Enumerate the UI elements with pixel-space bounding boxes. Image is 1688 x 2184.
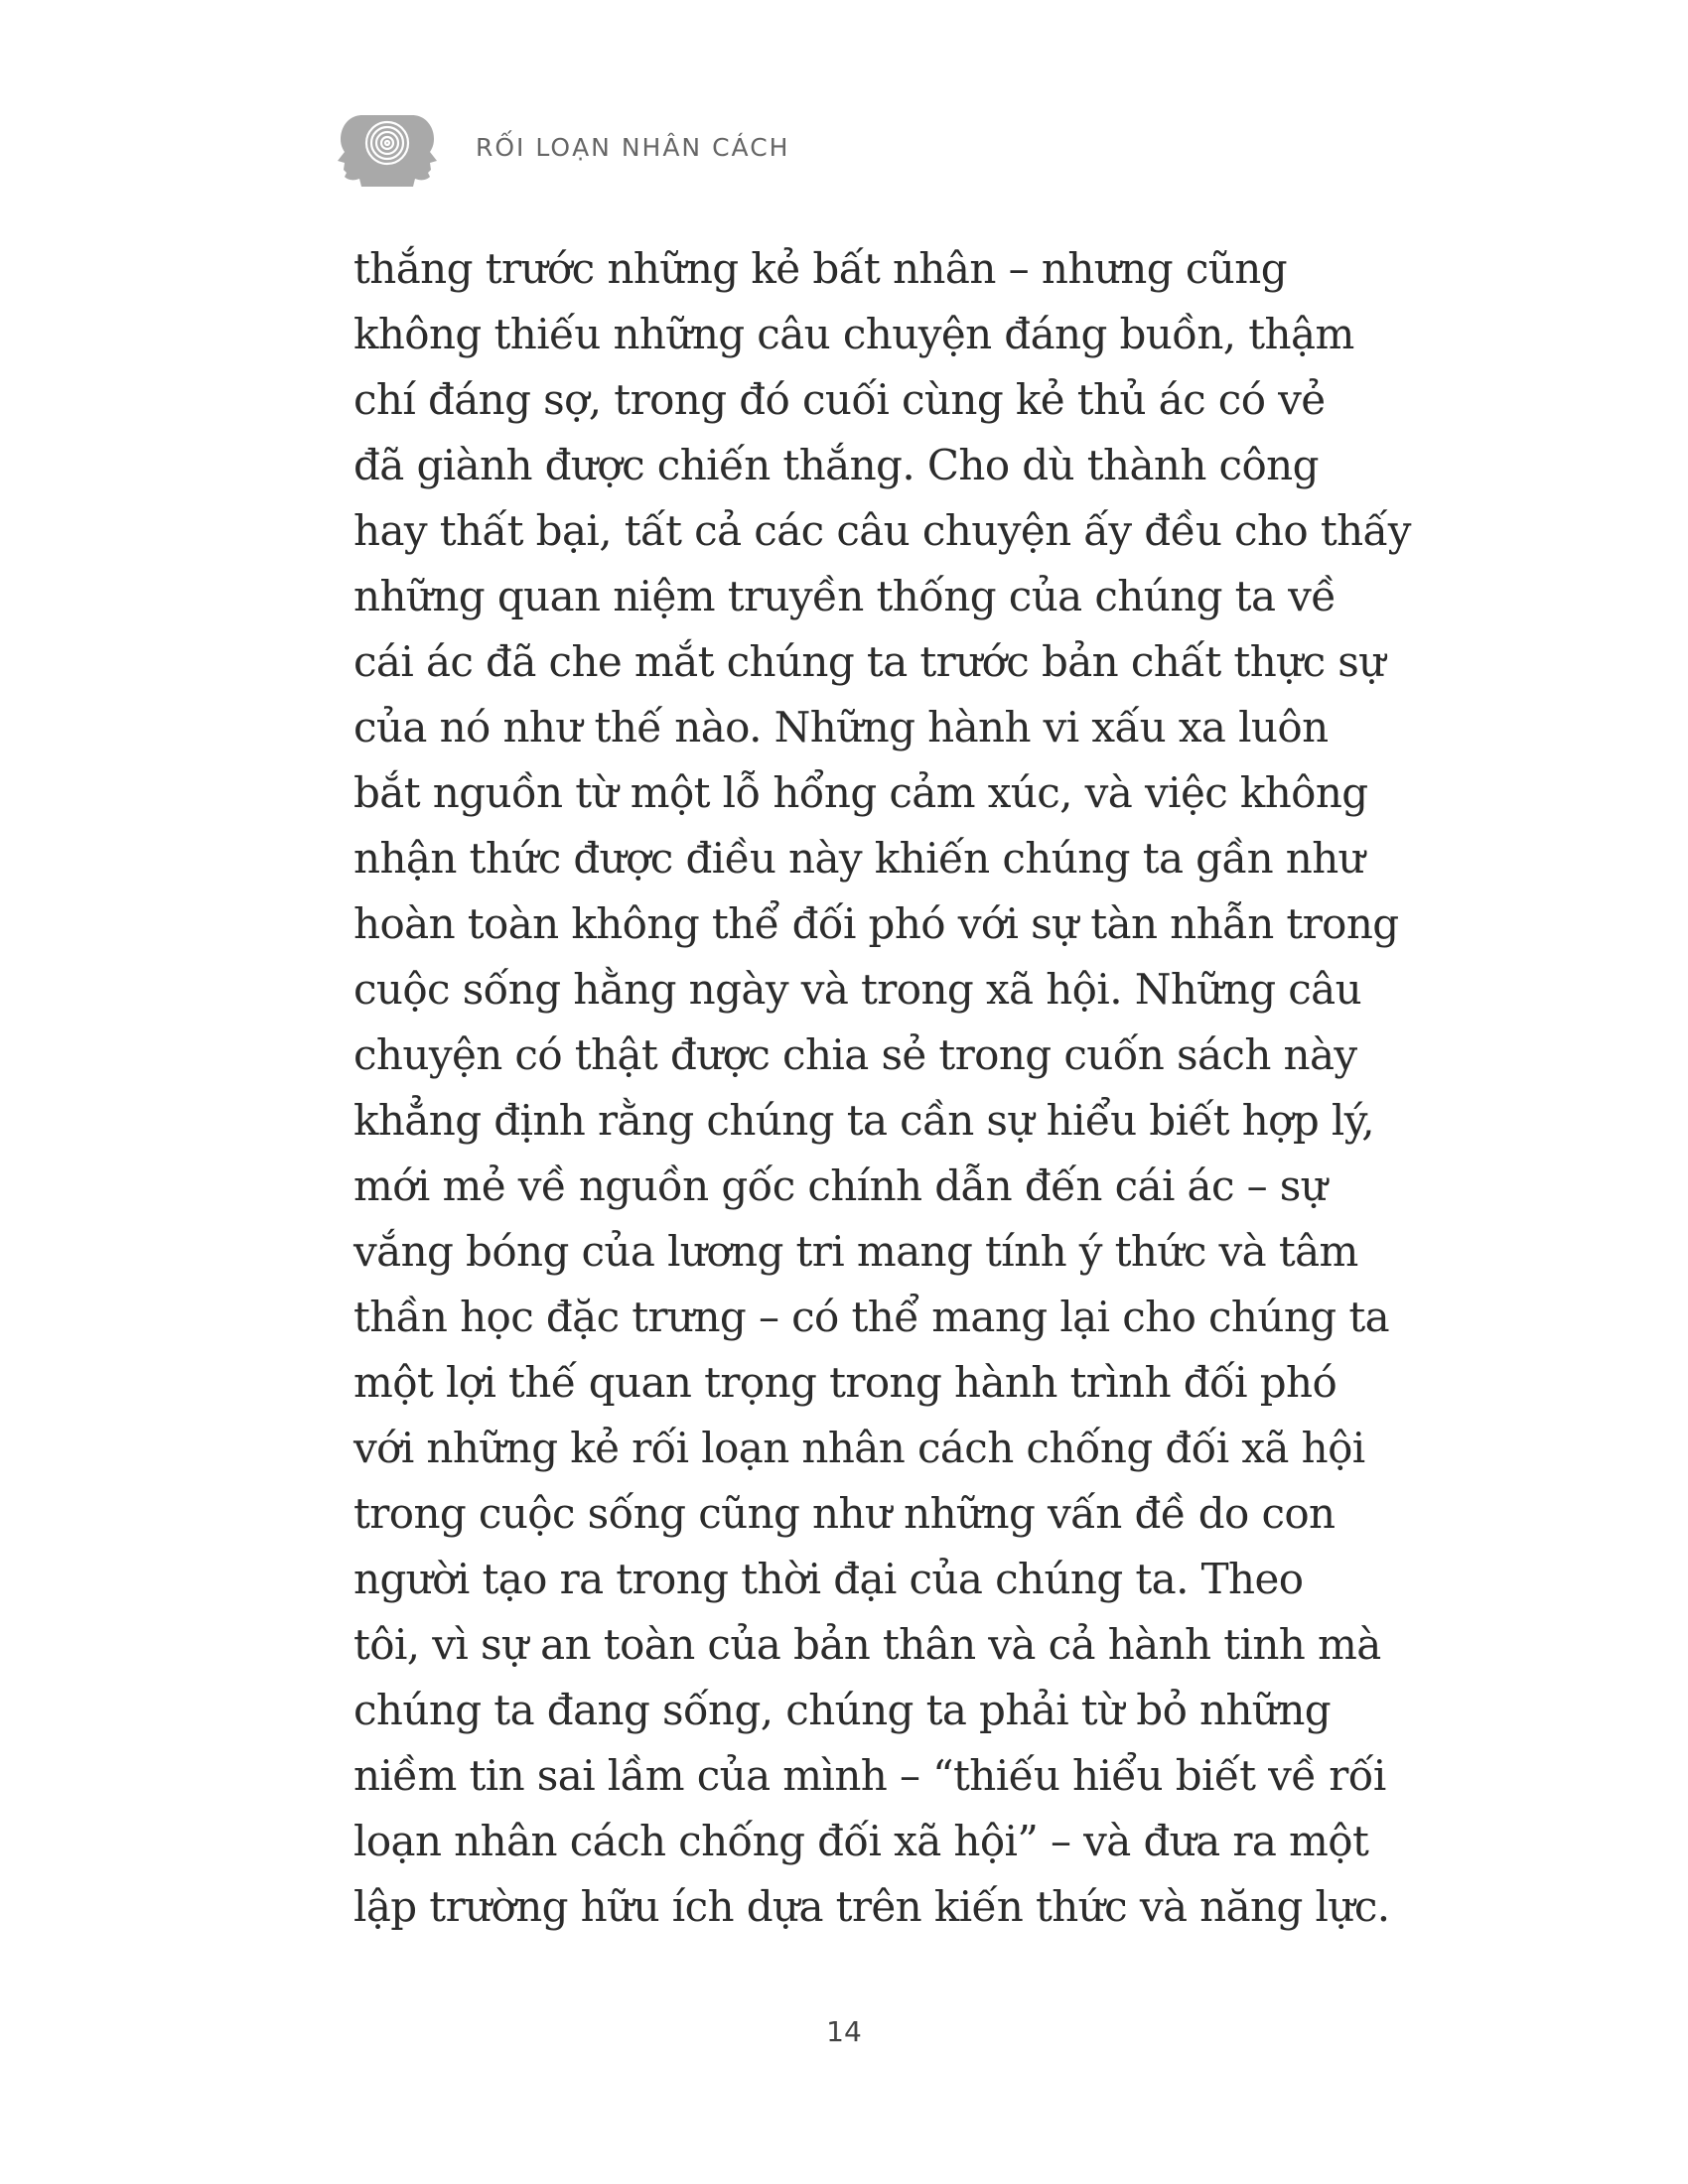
two-heads-spiral-icon	[333, 107, 442, 187]
text-line: chuyện có thật được chia sẻ trong cuốn sách này	[353, 1030, 1357, 1079]
text-line: với những kẻ rối loạn nhân cách chống đối xã hội	[353, 1424, 1365, 1472]
text-line: người tạo ra trong thời đại của chúng ta. Theo	[353, 1555, 1304, 1603]
running-header	[333, 107, 789, 187]
text-line: lập trường hữu ích dựa trên kiến thức và năng lực.	[353, 1882, 1390, 1931]
text-line: đã giành được chiến thắng. Cho dù thành công	[353, 441, 1319, 489]
text-line: niềm tin sai lầm của mình – “thiếu hiểu biết về rối	[353, 1751, 1386, 1800]
text-line: loạn nhân cách chống đối xã hội” – và đưa ra một	[353, 1817, 1369, 1865]
text-line: vắng bóng của lương tri mang tính ý thức và tâm	[353, 1227, 1358, 1276]
text-line: thắng trước những kẻ bất nhân – nhưng cũng	[353, 244, 1287, 293]
text-line: hay thất bại, tất cả các câu chuyện ấy đều cho thấy	[353, 506, 1411, 555]
text-line: mới mẻ về nguồn gốc chính dẫn đến cái ác – sự	[353, 1161, 1328, 1210]
text-line: một lợi thế quan trọng trong hành trình đối phó	[353, 1358, 1337, 1407]
text-line: trong cuộc sống cũng như những vấn đề do con	[353, 1489, 1336, 1538]
text-line: chí đáng sợ, trong đó cuối cùng kẻ thủ ác có vẻ	[353, 375, 1326, 424]
text-line: cuộc sống hằng ngày và trong xã hội. Những câu	[353, 965, 1362, 1014]
text-line: thần học đặc trưng – có thể mang lại cho chúng ta	[353, 1293, 1390, 1341]
text-line: bắt nguồn từ một lỗ hổng cảm xúc, và việc không	[353, 768, 1368, 817]
text-line: tôi, vì sự an toàn của bản thân và cả hành tinh mà	[353, 1620, 1381, 1669]
body-paragraph	[353, 236, 1411, 1940]
text-line: hoàn toàn không thể đối phó với sự tàn nhẫn trong	[353, 899, 1399, 948]
text-line: chúng ta đang sống, chúng ta phải từ bỏ những	[353, 1686, 1332, 1734]
text-line: không thiếu những câu chuyện đáng buồn, thậm	[353, 310, 1354, 358]
page-number: 14	[826, 2015, 862, 2048]
text-line: nhận thức được điều này khiến chúng ta gần như	[353, 834, 1365, 883]
text-line: cái ác đã che mắt chúng ta trước bản chất thực sự	[353, 637, 1385, 686]
text-line: những quan niệm truyền thống của chúng ta về	[353, 572, 1336, 620]
text-line: của nó như thế nào. Những hành vi xấu xa luôn	[353, 703, 1329, 751]
running-title: RỐI LOẠN NHÂN CÁCH	[476, 132, 790, 162]
text-line: khẳng định rằng chúng ta cần sự hiểu biết hợp lý,	[353, 1096, 1375, 1145]
